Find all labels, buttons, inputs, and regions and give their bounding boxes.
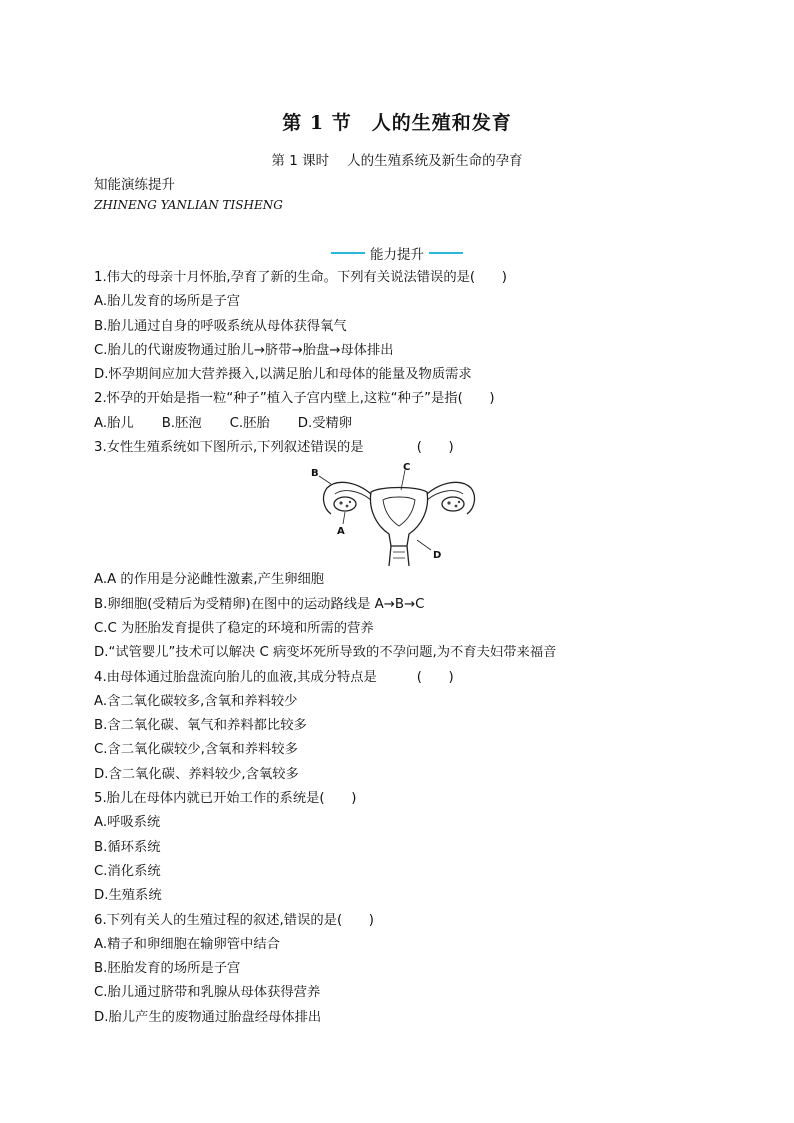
option: C.胚胎 xyxy=(229,415,270,431)
option: D.受精卵 xyxy=(297,415,353,431)
option: C.消化系统 xyxy=(94,863,161,879)
option: A.精子和卵细胞在输卵管中结合 xyxy=(94,936,280,952)
pointer-d xyxy=(417,540,431,550)
section-heading xyxy=(0,243,794,263)
question-stem: 4.由母体通过胎盘流向胎儿的血液,其成分特点是 ( ) xyxy=(94,669,454,685)
figure-label-d: D xyxy=(433,550,442,562)
section-label-pinyin: ZHINENG YANLIAN TISHENG xyxy=(94,198,283,212)
option: D.生殖系统 xyxy=(94,888,162,904)
option: B.卵细胞(受精后为受精卵)在图中的运动路线是 A→B→C xyxy=(94,596,425,612)
lesson-number: 第 1 课时 xyxy=(271,153,330,169)
section-title: 能力提升 xyxy=(370,247,424,263)
option: D.怀孕期间应加大营养摄入,以满足胎儿和母体的能量及物质需求 xyxy=(94,367,472,383)
option-row xyxy=(94,412,614,436)
question-stem: 1.伟大的母亲十月怀胎,孕育了新的生命。下列有关说法错误的是( ) xyxy=(94,270,507,285)
figure-label-a: A xyxy=(337,526,345,538)
pointer-a xyxy=(343,512,345,524)
lesson-name: 人的生殖系统及新生命的孕育 xyxy=(347,153,523,169)
option: A.含二氧化碳较多,含氧和养料较少 xyxy=(94,693,298,709)
pointer-b xyxy=(319,476,331,484)
uterus-outline xyxy=(370,488,427,547)
figure-label-b: B xyxy=(311,468,319,480)
option: D.“试管婴儿”技术可以解决 C 病变坏死所导致的不孕问题,为不育夫妇带来福音 xyxy=(94,645,557,661)
option: B.胚泡 xyxy=(161,415,202,431)
question-list xyxy=(94,266,614,1030)
option: A.A 的作用是分泌雌性激素,产生卵细胞 xyxy=(94,572,325,588)
reproductive-system-figure xyxy=(94,460,614,568)
question-stem: 3.女性生殖系统如下图所示,下列叙述错误的是 ( ) xyxy=(94,440,454,456)
left-oviduct xyxy=(324,483,371,515)
option: C.含二氧化碳较少,含氧和养料较多 xyxy=(94,742,298,758)
vagina-lines xyxy=(393,552,405,558)
option: A.呼吸系统 xyxy=(94,815,161,831)
option: B.含二氧化碳、氧气和养料都比较多 xyxy=(94,718,307,734)
question-stem: 6.下列有关人的生殖过程的叙述,错误的是( ) xyxy=(94,912,374,928)
chapter-title: 第 1 节 人的生殖和发育 xyxy=(282,112,512,134)
option: B.胚胎发育的场所是子宫 xyxy=(94,961,241,977)
option: A.胎儿发育的场所是子宫 xyxy=(94,294,241,310)
vagina-outline xyxy=(389,546,409,566)
section-label: 知能演练提升 xyxy=(94,177,175,193)
heading-rule-right xyxy=(429,252,463,254)
right-ovary xyxy=(442,497,464,511)
option: D.含二氧化碳、养料较少,含氧较多 xyxy=(94,766,299,782)
option: A.胎儿 xyxy=(94,415,134,431)
right-oviduct xyxy=(427,483,474,515)
question-stem: 2.怀孕的开始是指一粒“种子”植入子宫内壁上,这粒“种子”是指( ) xyxy=(94,391,495,407)
uterus-diagram xyxy=(309,462,489,567)
option: C.胎儿的代谢废物通过胎儿→脐带→胎盘→母体排出 xyxy=(94,342,394,358)
uterine-cavity xyxy=(383,497,415,526)
option: D.胎儿产生的废物通过胎盘经母体排出 xyxy=(94,1009,322,1025)
option: B.胎儿通过自身的呼吸系统从母体获得氧气 xyxy=(94,318,347,334)
lesson-title xyxy=(0,149,794,169)
option: C.C 为胚胎发育提供了稳定的环境和所需的营养 xyxy=(94,620,374,636)
question-stem: 5.胎儿在母体内就已开始工作的系统是( ) xyxy=(94,791,357,807)
figure-label-c: C xyxy=(403,462,411,474)
heading-rule-left xyxy=(331,252,365,254)
left-ovary xyxy=(334,497,356,511)
option: C.胎儿通过脐带和乳腺从母体获得营养 xyxy=(94,985,321,1001)
option: B.循环系统 xyxy=(94,839,161,855)
